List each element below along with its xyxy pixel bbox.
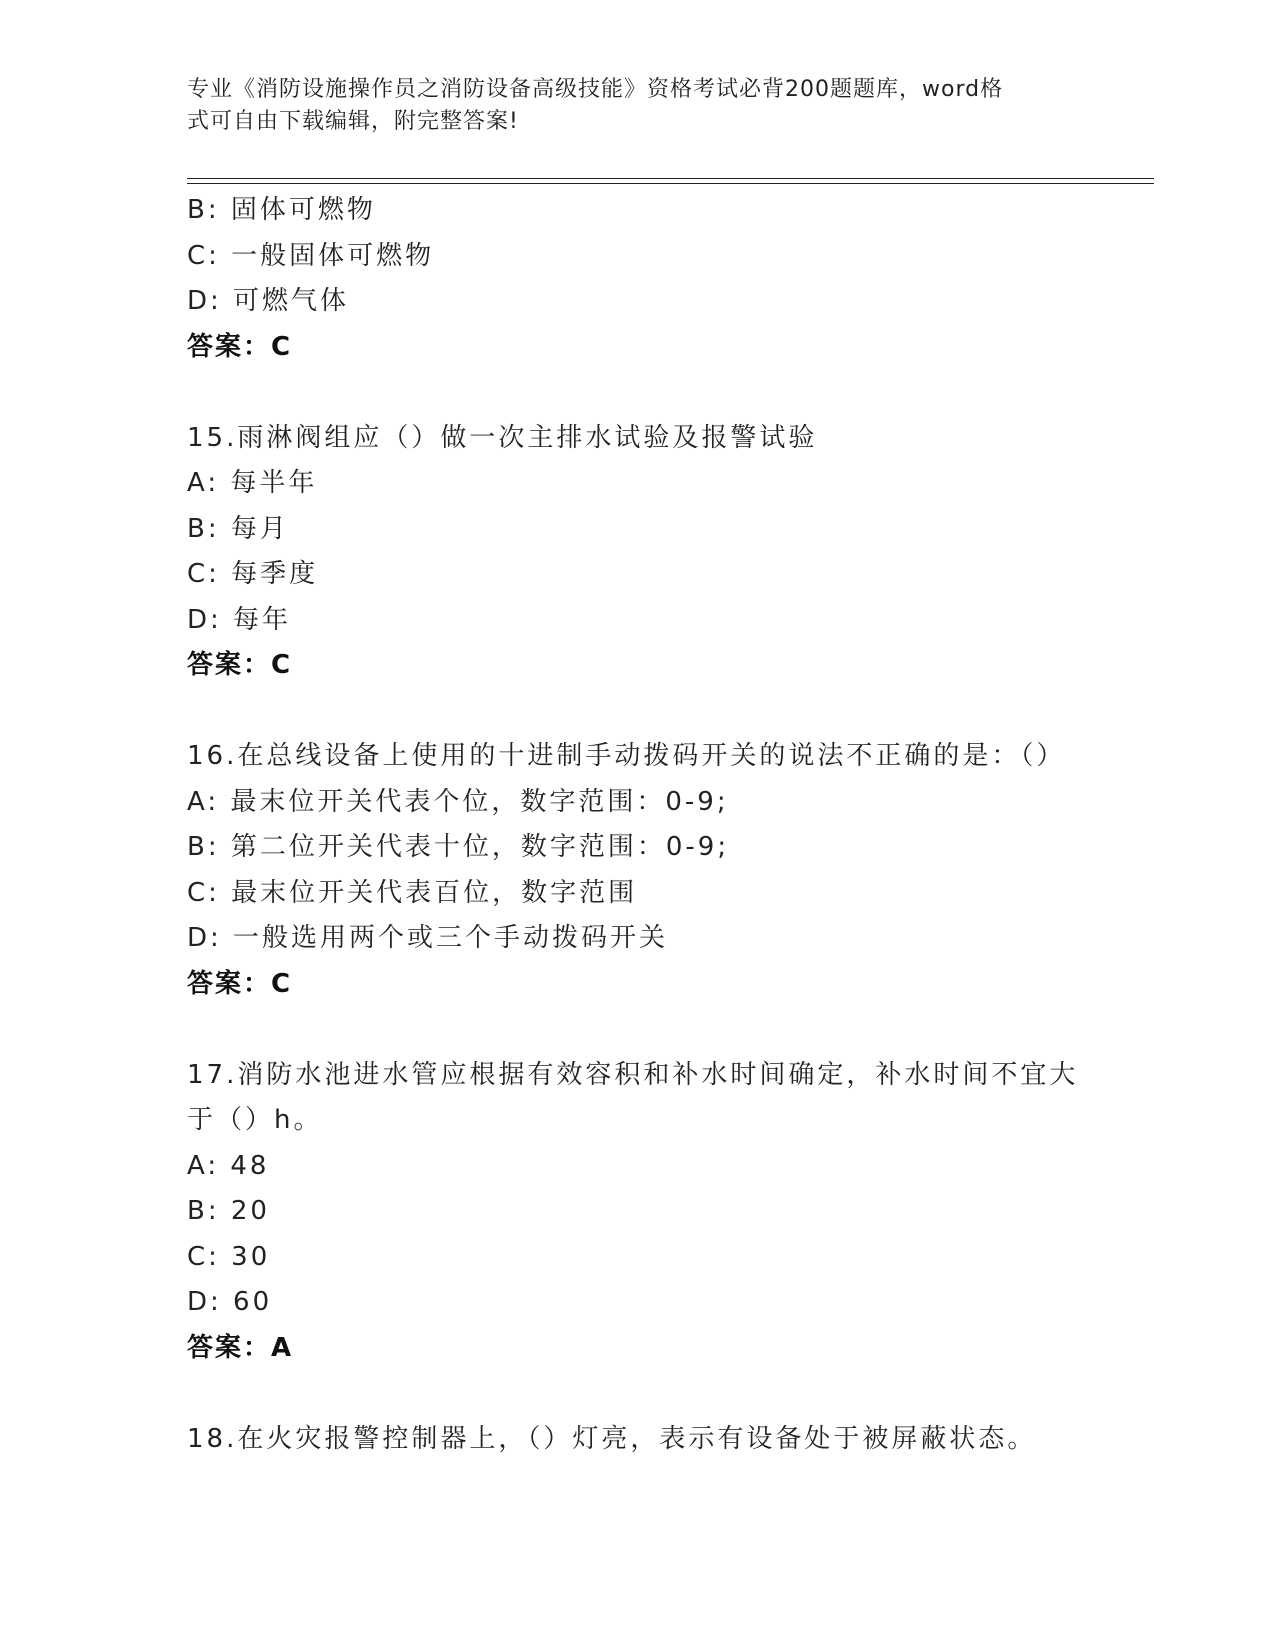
option-d: D: 可燃气体 [187, 286, 350, 316]
header-divider-bottom [187, 183, 1154, 184]
header-line-2: 式可自由下载编辑，附完整答案! [187, 109, 519, 134]
option-c: C: 30 [187, 1241, 271, 1272]
option-c: C: 每季度 [187, 559, 319, 589]
question-stem: 18.在火灾报警控制器上，（）灯亮，表示有设备处于被屏蔽状态。 [187, 1423, 1037, 1454]
option-d: D: 每年 [187, 604, 292, 635]
option-d: D: 一般选用两个或三个手动拨码开关 [187, 923, 669, 953]
option-d: D: 60 [187, 1287, 273, 1317]
option-a: A: 每半年 [187, 468, 318, 498]
answer-line: 答案：A [187, 1332, 294, 1363]
spacer [187, 1371, 1087, 1417]
header-divider-top [187, 178, 1154, 179]
spacer [187, 370, 1087, 416]
document-header [187, 74, 1067, 138]
question-17 [187, 1053, 1087, 1372]
question-stem: 16.在总线设备上使用的十进制手动拨码开关的说法不正确的是：（） [187, 741, 1066, 771]
question-14-continuation [187, 188, 1087, 370]
question-15 [187, 416, 1087, 689]
question-stem-line-2: 于（）h。 [187, 1105, 323, 1135]
answer-line: 答案：C [187, 650, 293, 680]
spacer [187, 1007, 1087, 1053]
answer-line: 答案：C [187, 331, 293, 362]
option-b: B: 每月 [187, 513, 289, 544]
option-a: A: 48 [187, 1150, 270, 1181]
option-a: A: 最末位开关代表个位，数字范围：0-9; [187, 786, 729, 817]
question-stem: 15.雨淋阀组应（）做一次主排水试验及报警试验 [187, 422, 818, 453]
spacer [187, 689, 1087, 735]
option-c: C: 一般固体可燃物 [187, 240, 435, 271]
option-b: B: 第二位开关代表十位，数字范围：0-9; [187, 832, 730, 862]
option-b: B: 20 [187, 1196, 270, 1226]
question-18 [187, 1417, 1087, 1463]
header-line-1: 专业《消防设施操作员之消防设备高级技能》资格考试必背200题题库，word格 [187, 77, 1004, 102]
question-16 [187, 734, 1087, 1007]
option-c: C: 最末位开关代表百位，数字范围 [187, 877, 638, 908]
question-stem-line-1: 17.消防水池进水管应根据有效容积和补水时间确定，补水时间不宜大 [187, 1059, 1079, 1090]
question-list [187, 188, 1087, 1462]
option-b: B: 固体可燃物 [187, 195, 376, 225]
answer-line: 答案：C [187, 968, 293, 999]
